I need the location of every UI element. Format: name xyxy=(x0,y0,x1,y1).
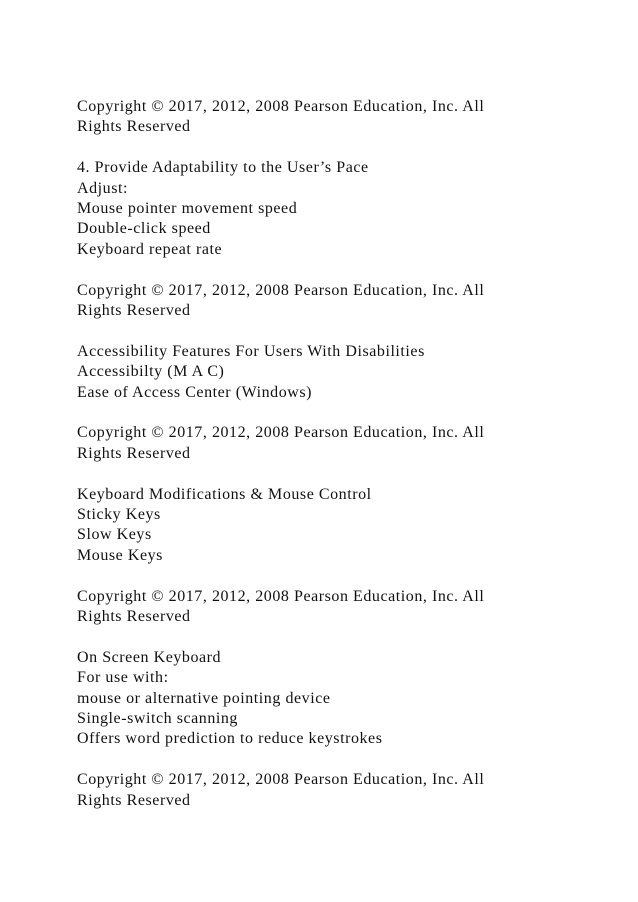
section-keyboard-modifications xyxy=(77,485,617,567)
section-heading: Keyboard Modifications & Mouse Control xyxy=(77,485,372,503)
text-line: Rights Reserved xyxy=(77,791,191,809)
document-page xyxy=(77,97,617,831)
section-heading: Accessibility Features For Users With Disabilities xyxy=(77,342,425,360)
list-item: Accessibilty (M A C) xyxy=(77,363,225,381)
text-line: Adjust: xyxy=(77,179,128,197)
copyright-notice xyxy=(77,97,617,138)
section-on-screen-keyboard xyxy=(77,648,617,750)
text-line: Rights Reserved xyxy=(77,302,191,320)
list-item: Keyboard repeat rate xyxy=(77,240,223,258)
copyright-notice xyxy=(77,281,617,322)
list-item: Ease of Access Center (Windows) xyxy=(77,383,313,401)
list-item: Offers word prediction to reduce keystrokes xyxy=(77,730,383,748)
copyright-notice xyxy=(77,423,617,464)
text-line: Copyright © 2017, 2012, 2008 Pearson Education, Inc. All xyxy=(77,424,485,442)
text-line: Copyright © 2017, 2012, 2008 Pearson Education, Inc. All xyxy=(77,771,485,789)
text-line: For use with: xyxy=(77,669,169,687)
text-line: Rights Reserved xyxy=(77,118,191,136)
section-accessibility-features xyxy=(77,342,617,403)
text-line: Copyright © 2017, 2012, 2008 Pearson Education, Inc. All xyxy=(77,281,485,299)
list-item: Mouse pointer movement speed xyxy=(77,200,298,218)
text-line: Rights Reserved xyxy=(77,608,191,626)
text-line: Rights Reserved xyxy=(77,444,191,462)
section-heading: 4. Provide Adaptability to the User’s Pace xyxy=(77,159,369,177)
list-item: mouse or alternative pointing device xyxy=(77,689,331,707)
list-item: Single-switch scanning xyxy=(77,710,238,728)
section-heading: On Screen Keyboard xyxy=(77,648,222,666)
list-item: Slow Keys xyxy=(77,526,152,544)
list-item: Sticky Keys xyxy=(77,506,161,524)
text-line: Copyright © 2017, 2012, 2008 Pearson Education, Inc. All xyxy=(77,587,485,605)
list-item: Mouse Keys xyxy=(77,546,163,564)
list-item: Double-click speed xyxy=(77,220,211,238)
copyright-notice xyxy=(77,770,617,811)
section-adaptability xyxy=(77,158,617,260)
copyright-notice xyxy=(77,587,617,628)
text-line: Copyright © 2017, 2012, 2008 Pearson Education, Inc. All xyxy=(77,98,485,115)
